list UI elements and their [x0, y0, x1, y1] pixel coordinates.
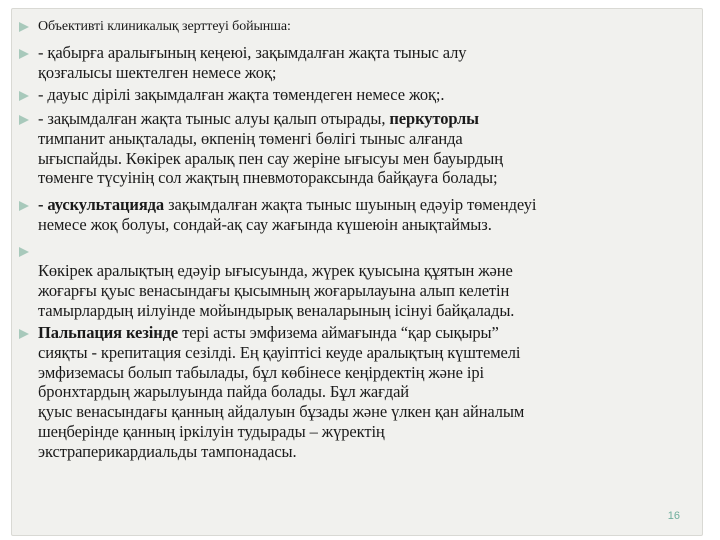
- bullet-marker-icon: [18, 246, 30, 258]
- bullet-marker-icon: [18, 48, 30, 60]
- bullet-line: - дауыс дірілі зақымдалған жақта төмендеген немесе жоқ;.: [38, 85, 445, 104]
- bullet-segment: тері асты эмфизема аймағында “қар сықыры”: [182, 323, 499, 342]
- bullet-line: экстраперикардиальды тампонадасы.: [38, 441, 297, 461]
- bullet-line: ығыспайды. Көкірек аралық пен сау жеріне ығысуы мен бауырдың: [38, 148, 503, 168]
- bullet-line: жоғарғы қуыс венасындағы қысымның жоғарылауына алып келетін: [38, 280, 510, 300]
- bullet-text: [38, 323, 678, 462]
- bullet-bold-term: - аускультацияда: [38, 195, 165, 214]
- bullet-segment: зақымдалған жақта тыныс шуының едәуір төмендеуі: [168, 195, 537, 214]
- bullet-marker-icon: [18, 200, 30, 212]
- bullet-line: төменге түсуінің сол жақтың пневмотораксында байқауға болады;: [38, 168, 498, 188]
- bullet-line: қуыс венасындағы қанның айдалуын бұзады және үлкен қан айналым: [38, 402, 525, 422]
- bullet-line: сияқты - крепитация сезілді. Ең қауіптісі кеуде аралықтың күштемелі: [38, 342, 521, 362]
- bullet-line: қозғалысы шектелген немесе жоқ;: [38, 62, 277, 82]
- bullet-line: эмфиземасы болып табылады, бұл көбінесе кеңірдектің және ірі: [38, 362, 484, 382]
- bullet-text: [38, 17, 678, 37]
- bullet-line: тамырлардың иілуінде мойындырық веналарының ісінуі байқалады.: [38, 300, 515, 320]
- bullet-text: [38, 261, 678, 320]
- bullet-line: шеңберінде қанның іркілуін тудырады – жүректің: [38, 421, 385, 441]
- bullet-bold-term: Пальпация кезінде: [38, 323, 179, 342]
- bullet-line: Көкірек аралықтың едәуір ығысуында, жүрек қуысына құятын және: [38, 261, 513, 280]
- bullet-line: бронхтардың жарылуында пайда болады. Бұл жағдай: [38, 382, 410, 402]
- bullet-line: - қабырға аралығының кеңеюі, зақымдалған жақта тыныс алу: [38, 43, 467, 62]
- bullet-marker-icon: [18, 328, 30, 340]
- content-panel: [11, 8, 703, 536]
- bullet-line: немесе жоқ болуы, сондай-ақ сау жағында күшеюін анықтаймыз.: [38, 214, 492, 234]
- bullet-marker-icon: [18, 114, 30, 126]
- bullet-line: тимпанит анықталады, өкпенің төменгі бөлігі тыныс алғанда: [38, 128, 463, 148]
- bullet-segment: - зақымдалған жақта тыныс алуы қалып отырады,: [38, 109, 386, 128]
- page-number: 16: [667, 510, 680, 522]
- bullet-line: Объективті клиникалық зерттеуі бойынша:: [38, 19, 291, 34]
- bullet-marker-icon: [18, 90, 30, 102]
- bullet-text: [38, 109, 678, 188]
- bullet-text: [38, 85, 678, 105]
- bullet-bold-term: перкуторлы: [389, 109, 479, 128]
- bullet-marker-icon: [18, 21, 30, 33]
- bullet-text: [38, 195, 678, 235]
- bullet-text: [38, 43, 678, 83]
